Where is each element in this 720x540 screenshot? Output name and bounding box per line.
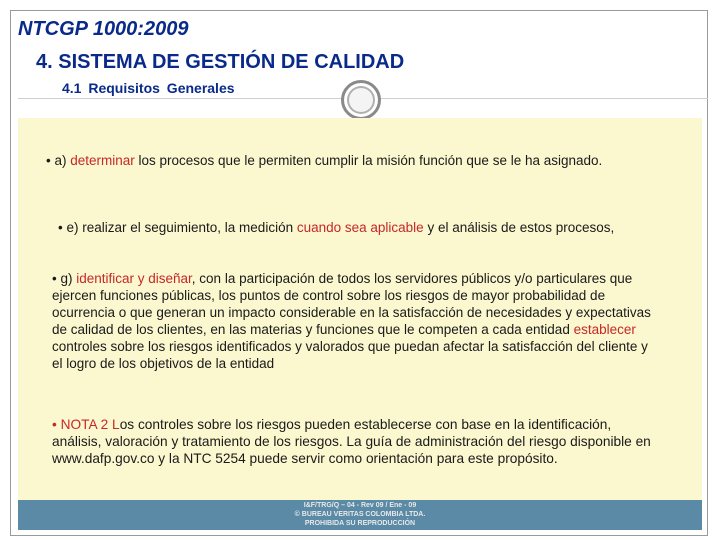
- requirement-a-bullet: • a): [46, 153, 71, 168]
- requirement-a-highlight: determinar: [70, 153, 135, 168]
- footer-line-2: © BUREAU VERITAS COLOMBIA LTDA.: [294, 511, 426, 518]
- footer-copyright: [0, 501, 720, 528]
- note-2-text: os controles sobre los riesgos pueden establecerse con base en la identificación, análisis, valoración y tratamiento de los riesgos. La guía de administración del riesgo disponible en www.dafp.gov.co y la NTC 5254 puede servir como orientación para este propósito.: [52, 417, 651, 466]
- requirement-e: [58, 219, 658, 236]
- requirement-a: [46, 152, 656, 169]
- requirement-g-highlight-2: establecer: [573, 322, 636, 337]
- requirement-a-text: los procesos que le permiten cumplir la misión función que se le ha asignado.: [134, 153, 603, 168]
- slide-subtitle: 4. SISTEMA DE GESTIÓN DE CALIDAD: [36, 51, 405, 73]
- requirement-e-text: y el análisis de estos procesos,: [423, 220, 615, 235]
- ring-ornament-icon: [341, 80, 381, 120]
- requirement-g-lead: • g): [52, 271, 77, 286]
- note-2: [52, 416, 662, 467]
- requirement-g-middle: , con la participación de todos los servidores públicos y/o particulares que ejercen funciones públicas, los puntos de control sobre los riesgos de mayor probabilidad de ocurrencia o que generan un impacto considerable en la satisfacción de necesidades y expectativas de calidad de los clientes, en las materias y funciones que le competen a cada entidad: [52, 271, 651, 337]
- requirement-g-highlight-1: identificar y diseñar: [76, 271, 192, 286]
- slide-title: NTCGP 1000:2009: [18, 18, 189, 40]
- footer-line-3: PROHIBIDA SU REPRODUCCIÓN: [304, 520, 416, 527]
- section-heading: 4.1 Requisitos Generales: [62, 80, 235, 96]
- requirement-e-highlight: cuando sea aplicable: [296, 220, 424, 235]
- footer-line-1: I&F/TRG/Q – 04 - Rev 09 / Ene - 09: [303, 502, 417, 509]
- requirement-e-lead: • e) realizar el seguimiento, la medición: [58, 220, 297, 235]
- requirement-g-text: controles sobre los riesgos identificados y valorados que puedan afectar la satisfacción del cliente y el logro de los objetivos de la entidad: [52, 339, 648, 371]
- requirement-g: [52, 270, 662, 372]
- note-2-highlight: • NOTA 2 L: [52, 417, 120, 432]
